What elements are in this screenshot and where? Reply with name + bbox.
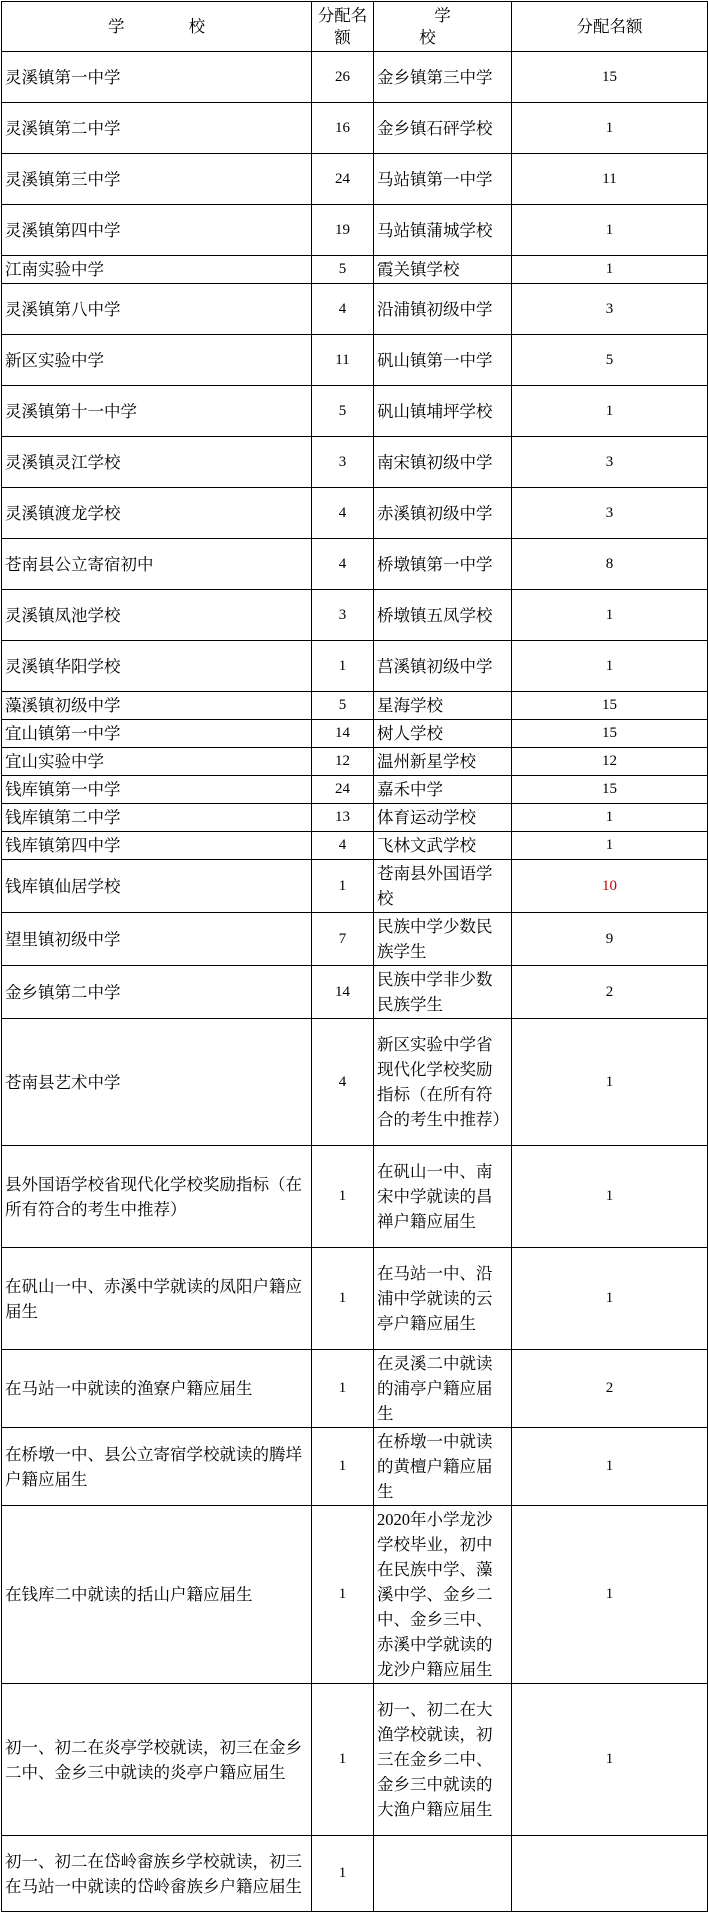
school-name-right: 赤溪镇初级中学 bbox=[374, 488, 512, 539]
school-name-left: 金乡镇第二中学 bbox=[2, 966, 312, 1019]
school-name-right: 金乡镇第三中学 bbox=[374, 52, 512, 103]
table-row bbox=[2, 52, 708, 103]
quota-left: 1 bbox=[312, 1350, 374, 1428]
table-row bbox=[2, 386, 708, 437]
quota-left: 3 bbox=[312, 590, 374, 641]
school-name-left: 钱库镇第一中学 bbox=[2, 776, 312, 804]
quota-left: 4 bbox=[312, 539, 374, 590]
quota-right: 10 bbox=[512, 860, 708, 913]
quota-right: 5 bbox=[512, 335, 708, 386]
table-row bbox=[2, 860, 708, 913]
quota-right: 1 bbox=[512, 205, 708, 256]
header-row bbox=[2, 2, 708, 52]
quota-right: 3 bbox=[512, 488, 708, 539]
quota-left: 5 bbox=[312, 256, 374, 284]
quota-right: 3 bbox=[512, 437, 708, 488]
quota-right: 15 bbox=[512, 52, 708, 103]
school-name-right: 沿浦镇初级中学 bbox=[374, 284, 512, 335]
school-name-left: 灵溪镇灵江学校 bbox=[2, 437, 312, 488]
school-name-right: 在桥墩一中就读的黄檀户籍应届生 bbox=[374, 1428, 512, 1506]
quota-left: 14 bbox=[312, 720, 374, 748]
quota-left: 1 bbox=[312, 1428, 374, 1506]
table-body bbox=[2, 52, 708, 1912]
quota-right: 15 bbox=[512, 692, 708, 720]
school-name-right: 金乡镇石砰学校 bbox=[374, 103, 512, 154]
school-name-left: 在矾山一中、赤溪中学就读的凤阳户籍应届生 bbox=[2, 1248, 312, 1350]
quota-right bbox=[512, 1836, 708, 1912]
school-name-right: 矾山镇第一中学 bbox=[374, 335, 512, 386]
school-name-left: 钱库镇仙居学校 bbox=[2, 860, 312, 913]
quota-right: 15 bbox=[512, 720, 708, 748]
quota-left: 4 bbox=[312, 1019, 374, 1146]
quota-left: 7 bbox=[312, 913, 374, 966]
quota-left: 19 bbox=[312, 205, 374, 256]
quota-right: 1 bbox=[512, 1684, 708, 1836]
table-row bbox=[2, 1506, 708, 1684]
school-name-left: 灵溪镇第十一中学 bbox=[2, 386, 312, 437]
table-row bbox=[2, 1428, 708, 1506]
school-name-right: 树人学校 bbox=[374, 720, 512, 748]
quota-right: 1 bbox=[512, 103, 708, 154]
school-name-right: 矾山镇埔坪学校 bbox=[374, 386, 512, 437]
quota-right: 2 bbox=[512, 1350, 708, 1428]
school-name-left: 苍南县艺术中学 bbox=[2, 1019, 312, 1146]
quota-left: 4 bbox=[312, 488, 374, 539]
quota-left: 13 bbox=[312, 804, 374, 832]
table-row bbox=[2, 284, 708, 335]
quota-right: 1 bbox=[512, 1506, 708, 1684]
table-row bbox=[2, 1146, 708, 1248]
table-row bbox=[2, 103, 708, 154]
table-row bbox=[2, 776, 708, 804]
quota-left: 1 bbox=[312, 1146, 374, 1248]
table-row bbox=[2, 488, 708, 539]
quota-left: 14 bbox=[312, 966, 374, 1019]
school-name-right: 苍南县外国语学校 bbox=[374, 860, 512, 913]
quota-right: 1 bbox=[512, 1146, 708, 1248]
school-name-right: 桥墩镇第一中学 bbox=[374, 539, 512, 590]
school-name-right bbox=[374, 1836, 512, 1912]
school-name-right: 在灵溪二中就读的浦亭户籍应届生 bbox=[374, 1350, 512, 1428]
quota-left: 16 bbox=[312, 103, 374, 154]
quota-right: 2 bbox=[512, 966, 708, 1019]
quota-left: 1 bbox=[312, 1506, 374, 1684]
school-name-left: 灵溪镇第二中学 bbox=[2, 103, 312, 154]
school-name-left: 宜山镇第一中学 bbox=[2, 720, 312, 748]
table-row bbox=[2, 539, 708, 590]
school-name-right: 在矾山一中、南宋中学就读的昌禅户籍应届生 bbox=[374, 1146, 512, 1248]
school-name-left: 灵溪镇第三中学 bbox=[2, 154, 312, 205]
school-name-left: 灵溪镇第八中学 bbox=[2, 284, 312, 335]
school-name-right: 飞林文武学校 bbox=[374, 832, 512, 860]
school-name-left: 县外国语学校省现代化学校奖励指标（在所有符合的考生中推荐） bbox=[2, 1146, 312, 1248]
table-row bbox=[2, 590, 708, 641]
school-name-left: 宜山实验中学 bbox=[2, 748, 312, 776]
quota-left: 12 bbox=[312, 748, 374, 776]
school-name-left: 灵溪镇第一中学 bbox=[2, 52, 312, 103]
school-name-right: 星海学校 bbox=[374, 692, 512, 720]
table-row bbox=[2, 692, 708, 720]
school-name-left: 望里镇初级中学 bbox=[2, 913, 312, 966]
school-name-right: 民族中学非少数民族学生 bbox=[374, 966, 512, 1019]
quota-left: 1 bbox=[312, 1248, 374, 1350]
school-name-right: 新区实验中学省现代化学校奖励指标（在所有符合的考生中推荐） bbox=[374, 1019, 512, 1146]
quota-left: 24 bbox=[312, 154, 374, 205]
quota-left: 4 bbox=[312, 832, 374, 860]
school-name-right: 2020年小学龙沙学校毕业，初中在民族中学、藻溪中学、金乡二中、金乡三中、赤溪中学就读的龙沙户籍应届生 bbox=[374, 1506, 512, 1684]
table-row bbox=[2, 1350, 708, 1428]
school-name-left: 在桥墩一中、县公立寄宿学校就读的腾垟户籍应届生 bbox=[2, 1428, 312, 1506]
school-name-right: 莒溪镇初级中学 bbox=[374, 641, 512, 692]
table-row bbox=[2, 804, 708, 832]
school-name-left: 在钱库二中就读的括山户籍应届生 bbox=[2, 1506, 312, 1684]
table-row bbox=[2, 720, 708, 748]
table-row bbox=[2, 1684, 708, 1836]
header-quota-left: 分配名额 bbox=[312, 2, 374, 52]
school-name-right: 在马站一中、沿浦中学就读的云亭户籍应届生 bbox=[374, 1248, 512, 1350]
school-name-left: 初一、初二在岱岭畲族乡学校就读，初三在马站一中就读的岱岭畲族乡户籍应届生 bbox=[2, 1836, 312, 1912]
quota-left: 1 bbox=[312, 1836, 374, 1912]
quota-right: 1 bbox=[512, 804, 708, 832]
quota-right: 11 bbox=[512, 154, 708, 205]
quota-right: 1 bbox=[512, 386, 708, 437]
header-school-right: 学 校 bbox=[374, 2, 512, 52]
table-row bbox=[2, 154, 708, 205]
school-name-left: 在马站一中就读的渔寮户籍应届生 bbox=[2, 1350, 312, 1428]
quota-right: 3 bbox=[512, 284, 708, 335]
quota-right: 1 bbox=[512, 641, 708, 692]
school-name-right: 温州新星学校 bbox=[374, 748, 512, 776]
quota-left: 24 bbox=[312, 776, 374, 804]
quota-left: 5 bbox=[312, 386, 374, 437]
quota-right: 12 bbox=[512, 748, 708, 776]
school-name-right: 民族中学少数民族学生 bbox=[374, 913, 512, 966]
quota-left: 26 bbox=[312, 52, 374, 103]
quota-right: 1 bbox=[512, 832, 708, 860]
quota-left: 11 bbox=[312, 335, 374, 386]
school-name-right: 马站镇第一中学 bbox=[374, 154, 512, 205]
school-name-left: 灵溪镇华阳学校 bbox=[2, 641, 312, 692]
table-row bbox=[2, 256, 708, 284]
quota-right: 1 bbox=[512, 1248, 708, 1350]
header-quota-right: 分配名额 bbox=[512, 2, 708, 52]
quota-left: 5 bbox=[312, 692, 374, 720]
school-name-right: 桥墩镇五凤学校 bbox=[374, 590, 512, 641]
school-name-left: 灵溪镇凤池学校 bbox=[2, 590, 312, 641]
table-row bbox=[2, 641, 708, 692]
table-row bbox=[2, 205, 708, 256]
quota-left: 1 bbox=[312, 641, 374, 692]
quota-left: 4 bbox=[312, 284, 374, 335]
school-name-right: 体育运动学校 bbox=[374, 804, 512, 832]
table-row bbox=[2, 748, 708, 776]
school-name-left: 新区实验中学 bbox=[2, 335, 312, 386]
quota-left: 3 bbox=[312, 437, 374, 488]
school-name-right: 南宋镇初级中学 bbox=[374, 437, 512, 488]
table-row bbox=[2, 335, 708, 386]
quota-table bbox=[1, 1, 708, 1912]
school-name-left: 江南实验中学 bbox=[2, 256, 312, 284]
school-name-right: 霞关镇学校 bbox=[374, 256, 512, 284]
quota-right: 1 bbox=[512, 590, 708, 641]
quota-right: 15 bbox=[512, 776, 708, 804]
school-name-left: 藻溪镇初级中学 bbox=[2, 692, 312, 720]
table-row bbox=[2, 1019, 708, 1146]
school-name-left: 初一、初二在炎亭学校就读，初三在金乡二中、金乡三中就读的炎亭户籍应届生 bbox=[2, 1684, 312, 1836]
quota-left: 1 bbox=[312, 860, 374, 913]
table-row bbox=[2, 1836, 708, 1912]
table-row bbox=[2, 966, 708, 1019]
table-row bbox=[2, 437, 708, 488]
school-name-left: 钱库镇第四中学 bbox=[2, 832, 312, 860]
school-name-right: 初一、初二在大渔学校就读，初三在金乡二中、金乡三中就读的大渔户籍应届生 bbox=[374, 1684, 512, 1836]
quota-right: 8 bbox=[512, 539, 708, 590]
quota-right: 1 bbox=[512, 1428, 708, 1506]
school-name-left: 苍南县公立寄宿初中 bbox=[2, 539, 312, 590]
quota-right: 1 bbox=[512, 256, 708, 284]
school-name-right: 嘉禾中学 bbox=[374, 776, 512, 804]
school-name-left: 钱库镇第二中学 bbox=[2, 804, 312, 832]
header-school-left: 学 校 bbox=[2, 2, 312, 52]
table-row bbox=[2, 1248, 708, 1350]
quota-right: 9 bbox=[512, 913, 708, 966]
table-row bbox=[2, 832, 708, 860]
table-row bbox=[2, 913, 708, 966]
school-name-right: 马站镇蒲城学校 bbox=[374, 205, 512, 256]
school-name-left: 灵溪镇渡龙学校 bbox=[2, 488, 312, 539]
quota-left: 1 bbox=[312, 1684, 374, 1836]
school-name-left: 灵溪镇第四中学 bbox=[2, 205, 312, 256]
quota-right: 1 bbox=[512, 1019, 708, 1146]
